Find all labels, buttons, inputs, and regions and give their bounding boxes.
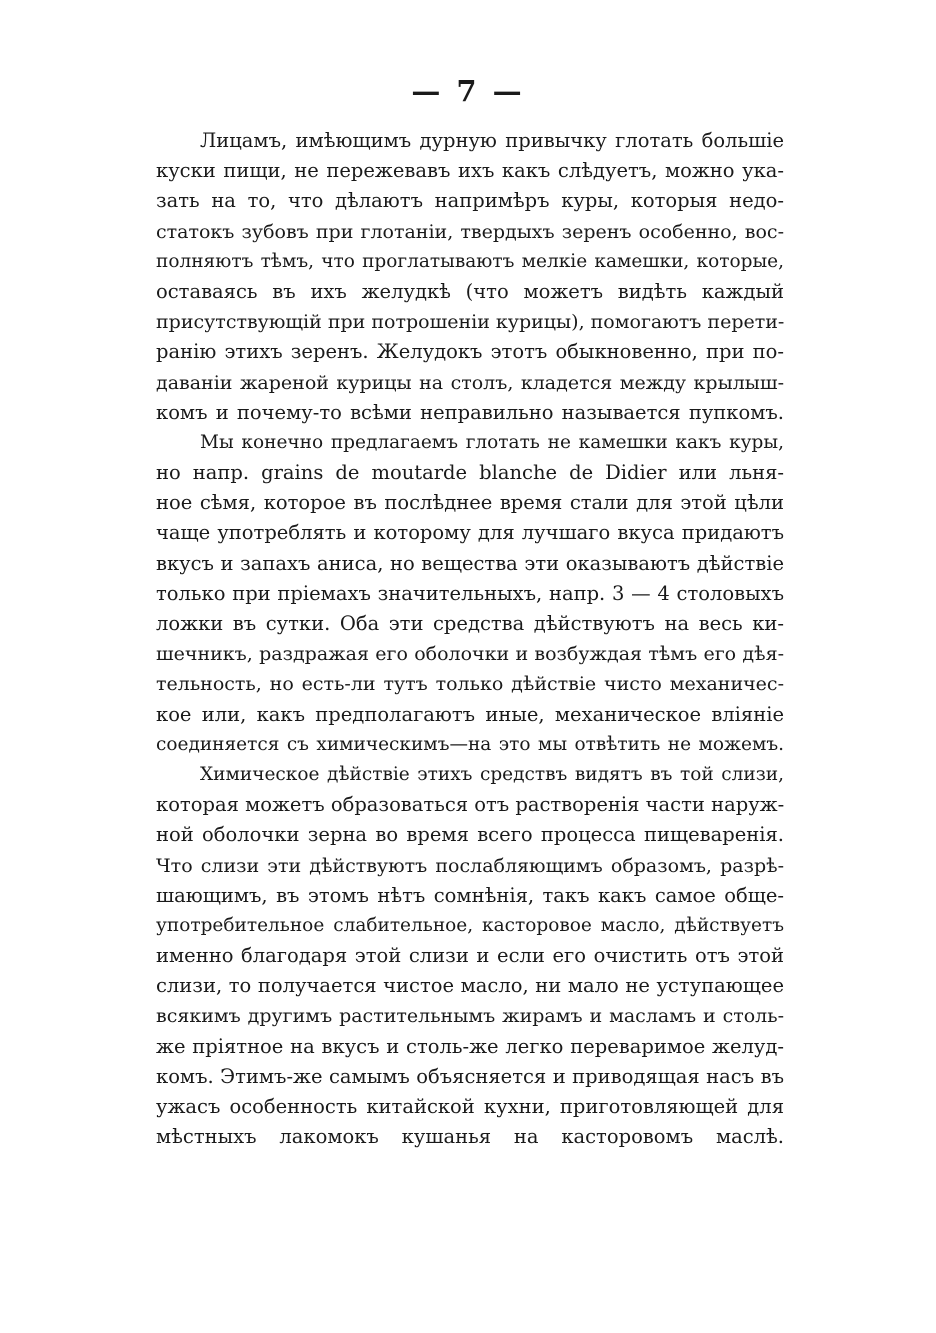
text-line: же пріятное на вкусъ и столь-же легко переваримое желуд- xyxy=(156,1034,784,1058)
text-line: тельность, но есть-ли тутъ только дѣйствіе чисто механичес- xyxy=(156,673,784,696)
text-line: комъ и почему-то всѣми неправильно называется пупкомъ. xyxy=(156,400,784,424)
text-line: Что слизи эти дѣйствуютъ послабляющимъ образомъ, разрѣ- xyxy=(156,854,784,877)
text-line: но напр. grains de moutarde blanche de Didier или льня- xyxy=(156,461,784,485)
paragraph xyxy=(156,760,784,1152)
text-line: Лицамъ, имѣющимъ дурную привычку глотать большіе xyxy=(200,129,784,152)
text-line: ное сѣмя, которое въ послѣднее время стали для этой цѣли xyxy=(156,491,784,515)
paragraph xyxy=(156,126,784,428)
text-line: вкусъ и запахъ аниса, но вещества эти оказываютъ дѣйствіе xyxy=(156,551,784,575)
text-line: оставаясь въ ихъ желудкѣ (что можетъ видѣть каждый xyxy=(156,279,784,303)
text-line: мѣстныхъ лакомокъ кушанья на касторовомъ маслѣ. xyxy=(156,1125,784,1149)
text-line: соединяется съ химическимъ—на это мы отвѣтить не можемъ. xyxy=(156,733,784,755)
text-line: зать на то, что дѣлаютъ напримѣръ куры, которыя недо- xyxy=(156,189,784,213)
text-line: именно благодаря этой слизи и если его очистить отъ этой xyxy=(156,944,784,968)
page-number: — 7 — xyxy=(411,74,525,108)
text-line: куски пищи, не пережевавъ ихъ какъ слѣдуетъ, можно ука- xyxy=(156,159,784,183)
text-line: кое или, какъ предполагаютъ иные, механическое вліяніе xyxy=(156,702,784,726)
text-line: ложки въ сутки. Оба эти средства дѣйствуютъ на весь ки- xyxy=(156,612,784,635)
text-line: шающимъ, въ этомъ нѣтъ сомнѣнія, такъ какъ самое обще- xyxy=(156,883,784,907)
text-line: комъ. Этимъ-же самымъ объясняется и приводящая насъ въ xyxy=(156,1064,784,1088)
text-line: только при пріемахъ значительныхъ, напр. 3 — 4 столовыхъ xyxy=(156,581,784,605)
text-line: ранію этихъ зеренъ. Желудокъ этотъ обыкновенно, при по- xyxy=(156,340,784,364)
text-line: которая можетъ образоваться отъ растворенія части наруж- xyxy=(156,793,784,817)
body-text xyxy=(156,126,784,1152)
text-line: присутствующій при потрошеніи курицы), помогаютъ перети- xyxy=(156,311,784,334)
text-line: ной оболочки зерна во время всего процесса пищеваренія. xyxy=(156,823,784,847)
text-line: даваніи жареной курицы на столъ, кладется между крылыш- xyxy=(156,371,784,394)
text-line: употребительное слабительное, касторовое масло, дѣйствуетъ xyxy=(156,914,784,936)
paragraph xyxy=(156,428,784,760)
text-line: статокъ зубовъ при глотаніи, твердыхъ зеренъ особенно, вос- xyxy=(156,220,784,243)
text-line: полняютъ тѣмъ, что проглатываютъ мелкіе камешки, которые, xyxy=(156,250,784,272)
text-line: Мы конечно предлагаемъ глотать не камешки какъ куры, xyxy=(200,431,784,453)
text-line: Химическое дѣйствіе этихъ средствъ видятъ въ той слизи, xyxy=(200,763,784,785)
text-line: чаще употреблять и которому для лучшаго вкуса придаютъ xyxy=(156,521,784,545)
text-line: слизи, то получается чистое масло, ни мало не уступающее xyxy=(156,974,784,998)
text-line: шечникъ, раздражая его оболочки и возбуждая тѣмъ его дѣя- xyxy=(156,643,784,666)
text-line: ужасъ особенность китайской кухни, приготовляющей для xyxy=(156,1095,784,1118)
text-line: всякимъ другимъ растительнымъ жирамъ и масламъ и столь- xyxy=(156,1005,784,1028)
